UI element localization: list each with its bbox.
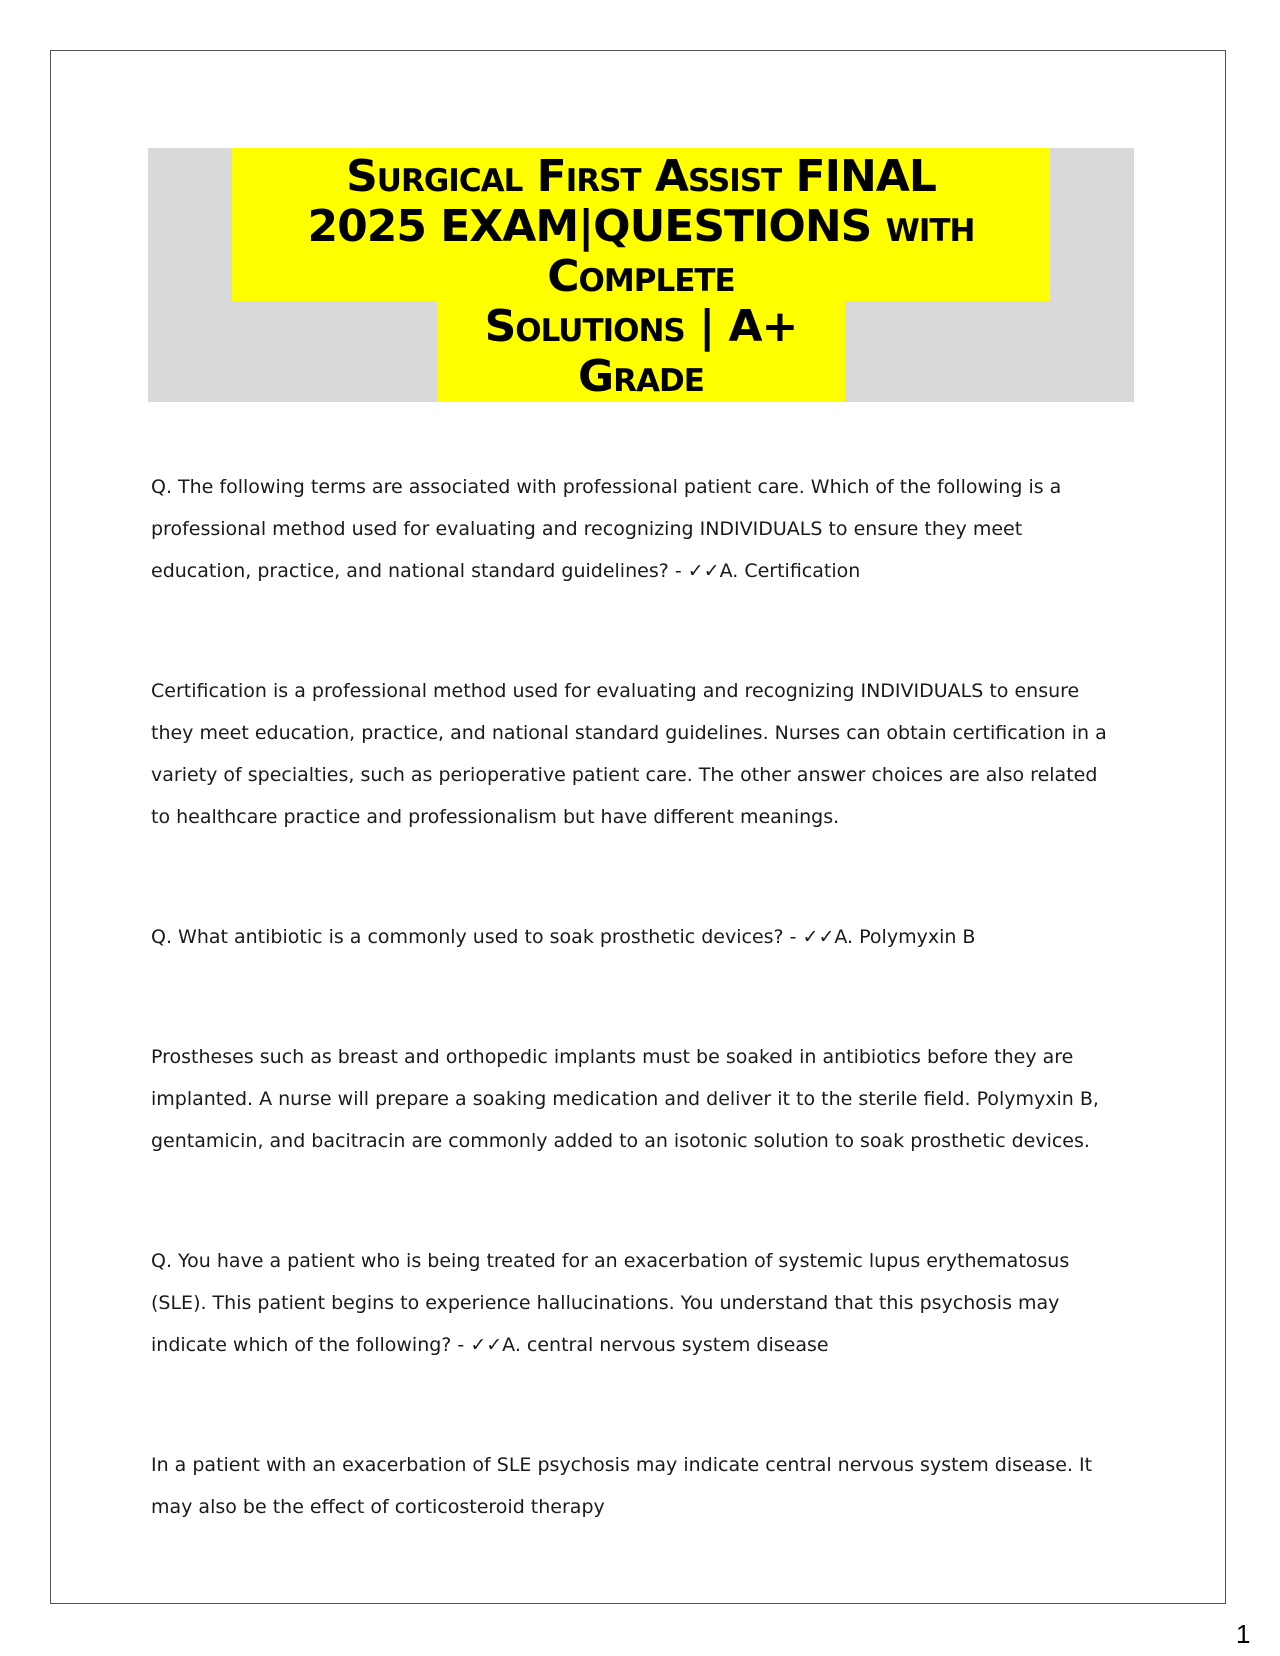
title-line-2: 2025 EXAM|QUESTIONS with <box>307 201 975 252</box>
question-3: Q. You have a patient who is being treated for an exacerbation of systemic lupus erythematosus (SLE). This patient begins to experience hallucinations. You understand that this psychosis may indicate which of the following? - ✓✓A. central nervous system disease <box>151 1250 1070 1356</box>
question-1: Q. The following terms are associated with professional patient care. Which of the following is a professional method used for evaluating and recognizing INDIVIDUALS to ensure they meet education, practice, and national standard guidelines? - ✓✓A. Certification <box>151 476 1062 582</box>
document-body <box>151 466 1121 1528</box>
page-number: 1 <box>1236 1619 1251 1649</box>
title-line-1: Surgical First Assist FINAL <box>346 151 936 202</box>
title-line-5: Grade <box>578 351 704 402</box>
explanation-3: In a patient with an exacerbation of SLE psychosis may indicate central nervous system disease. It may also be the effect of corticosteroid therapy <box>151 1454 1093 1518</box>
title-line-4: Solutions | A+ <box>484 301 798 352</box>
document-title <box>232 152 1050 402</box>
explanation-1: Certification is a professional method used for evaluating and recognizing INDIVIDUALS to ensure they meet education, practice, and national standard guidelines. Nurses can obtain certification in a variety of specialties, such as perioperative patient care. The other answer choices are also related to healthcare practice and professionalism but have different meanings. <box>151 680 1107 828</box>
question-2: Q. What antibiotic is a commonly used to soak prosthetic devices? - ✓✓A. Polymyxin B <box>151 926 976 948</box>
title-line-3: Complete <box>547 251 735 302</box>
explanation-2: Prostheses such as breast and orthopedic implants must be soaked in antibiotics before they are implanted. A nurse will prepare a soaking medication and deliver it to the sterile field. Polymyxin B, gentamicin, and bacitracin are commonly added to an isotonic solution to soak prosthetic devices. <box>151 1046 1099 1152</box>
